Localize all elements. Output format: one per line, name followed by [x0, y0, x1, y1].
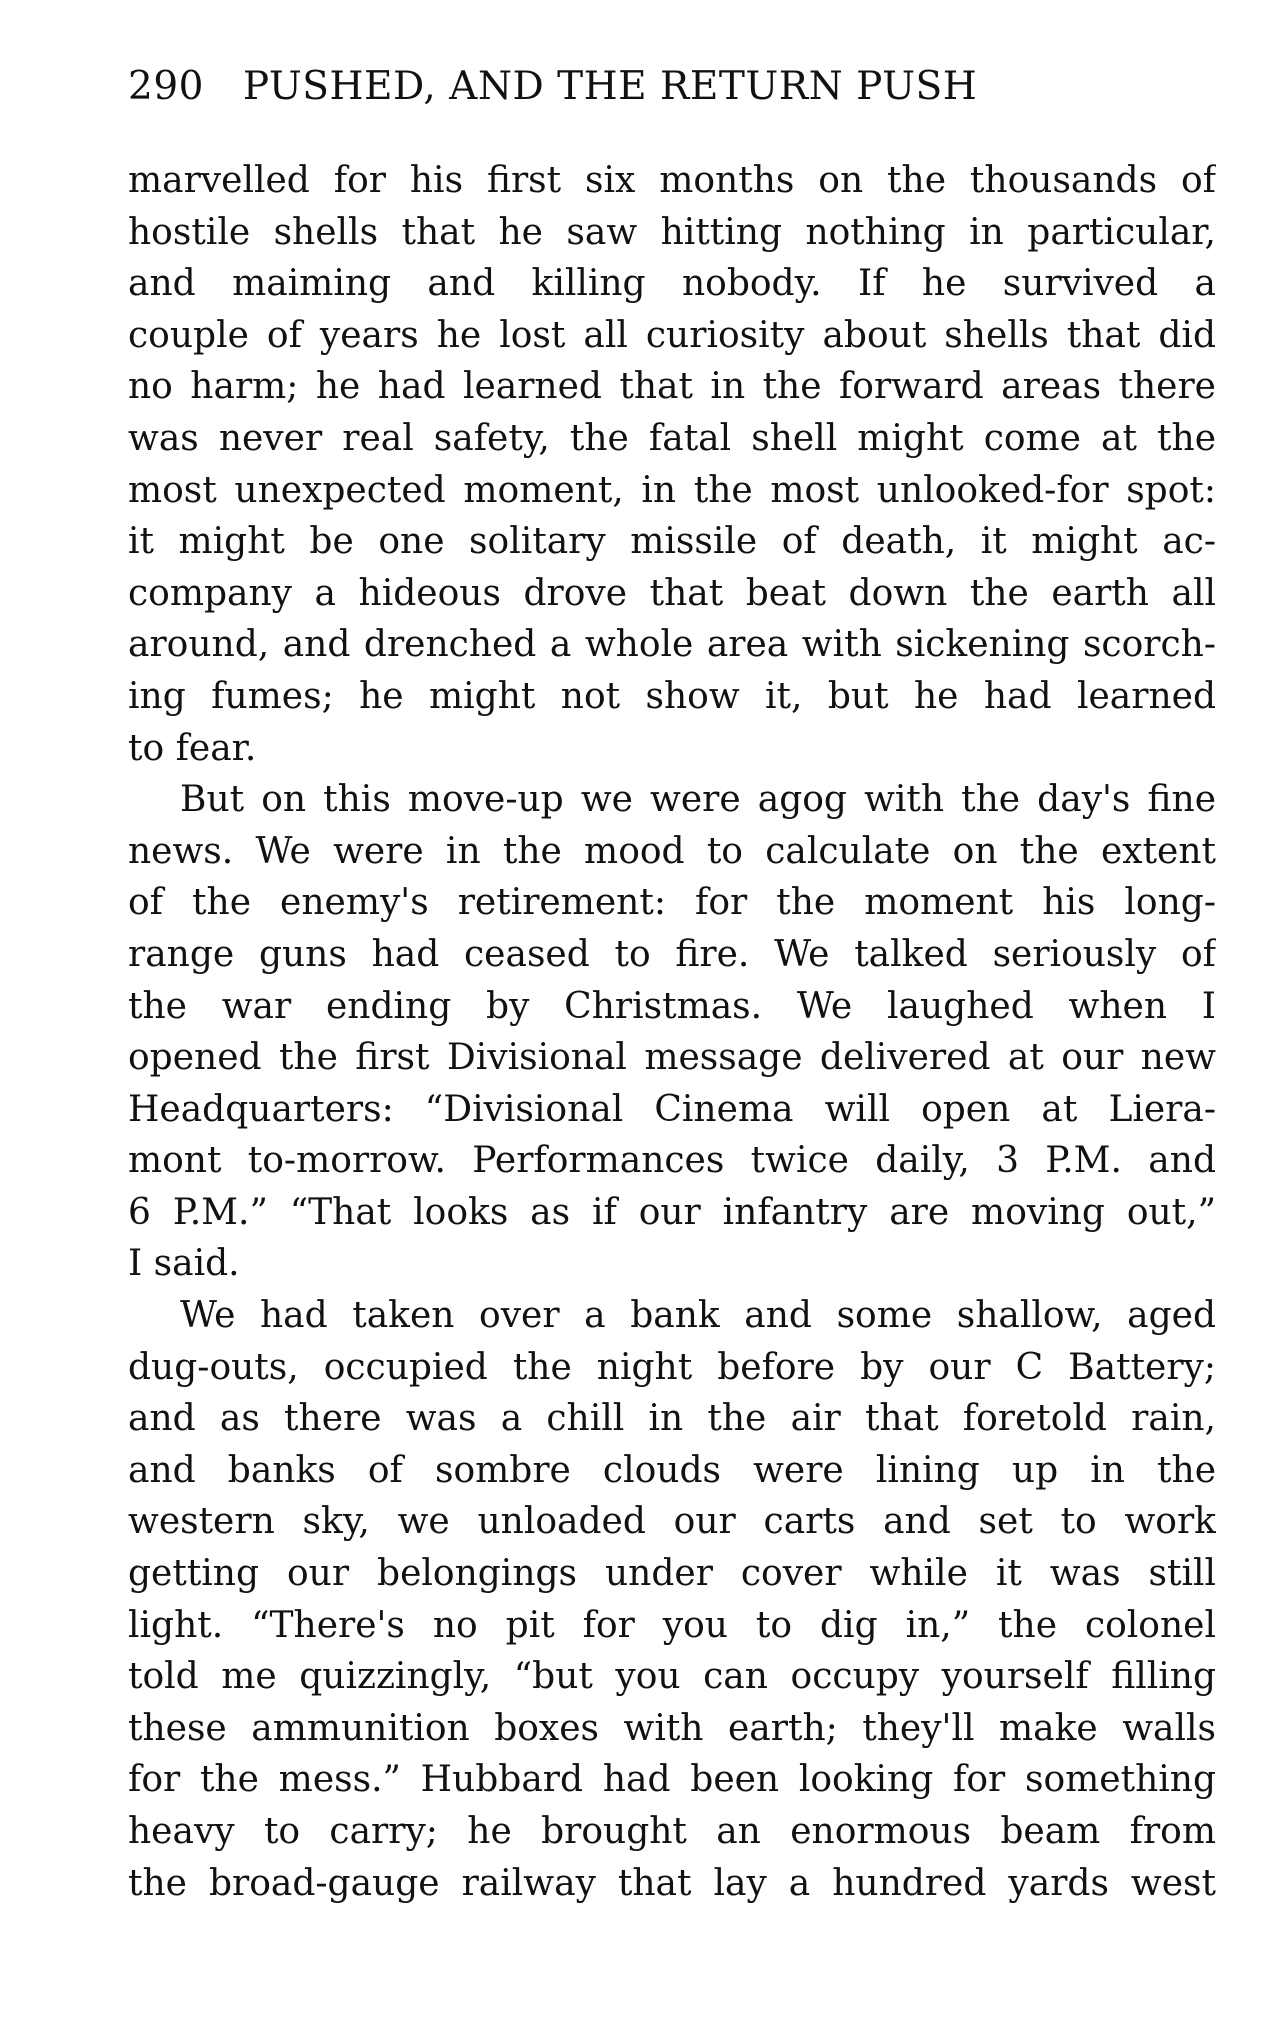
running-title: PUSHED, AND THE RETURN PUSH: [242, 64, 978, 109]
text-line: hostile shells that he saw hitting nothing in particular,: [128, 211, 1216, 253]
text-line: and maiming and killing nobody. If he survived a: [128, 263, 1216, 305]
text-line: marvelled for his first six months on the thousands of: [128, 160, 1216, 201]
text-line: But on this move-up we were agog with the day's fine: [180, 779, 1216, 821]
paragraph-2: [128, 774, 1216, 1290]
text-line: the broad-gauge railway that lay a hundred yards west: [128, 1862, 1216, 1904]
text-line: for the mess.” Hubbard had been looking for something: [128, 1759, 1216, 1801]
text-line: news. We were in the mood to calculate on the extent: [128, 830, 1216, 872]
text-line: western sky, we unloaded our carts and set to work: [128, 1501, 1216, 1543]
text-line: and banks of sombre clouds were lining up in the: [128, 1449, 1216, 1491]
text-line: it might be one solitary missile of death, it might ac-: [128, 521, 1216, 563]
text-line: no harm; he had learned that in the forward areas there: [128, 366, 1216, 408]
text-line: to fear.: [128, 727, 257, 769]
text-line: was never real safety, the fatal shell might come at the: [128, 417, 1216, 459]
text-line: Headquarters: “Divisional Cinema will open at Liera-: [128, 1088, 1216, 1130]
text-line: mont to-morrow. Performances twice daily, 3 P.M. and: [128, 1140, 1216, 1182]
text-line: 6 P.M.” “That looks as if our infantry are moving out,”: [128, 1191, 1216, 1233]
text-line: getting our belongings under cover while it was still: [128, 1553, 1216, 1595]
page-number: 290: [128, 64, 204, 109]
text-line: couple of years he lost all curiosity about shells that did: [128, 314, 1216, 356]
body-text: [128, 155, 1216, 1909]
running-header: [128, 62, 1128, 112]
text-line: opened the first Divisional message delivered at our new: [128, 1037, 1216, 1079]
text-line: around, and drenched a whole area with sickening scorch-: [128, 624, 1216, 666]
text-line: We had taken over a bank and some shallow, aged: [180, 1295, 1216, 1337]
text-line: heavy to carry; he brought an enormous beam from: [128, 1811, 1216, 1852]
text-line: company a hideous drove that beat down the earth all: [128, 572, 1216, 614]
text-line: light. “There's no pit for you to dig in,” the colonel: [128, 1604, 1216, 1646]
text-line: of the enemy's retirement: for the moment his long-: [128, 882, 1216, 924]
text-line: these ammunition boxes with earth; they'll make walls: [128, 1707, 1216, 1749]
text-line: told me quizzingly, “but you can occupy yourself filling: [128, 1656, 1216, 1698]
paragraph-1: [128, 155, 1216, 774]
text-line: the war ending by Christmas. We laughed when I: [128, 985, 1216, 1027]
text-line: I said.: [128, 1243, 240, 1285]
text-line: and as there was a chill in the air that foretold rain,: [128, 1398, 1216, 1440]
text-line: most unexpected moment, in the most unlooked-for spot:: [128, 469, 1216, 511]
paragraph-3: [128, 1290, 1216, 1909]
text-line: range guns had ceased to fire. We talked seriously of: [128, 933, 1216, 975]
text-line: dug-outs, occupied the night before by our C Battery;: [128, 1346, 1216, 1388]
text-line: ing fumes; he might not show it, but he had learned: [128, 675, 1216, 717]
